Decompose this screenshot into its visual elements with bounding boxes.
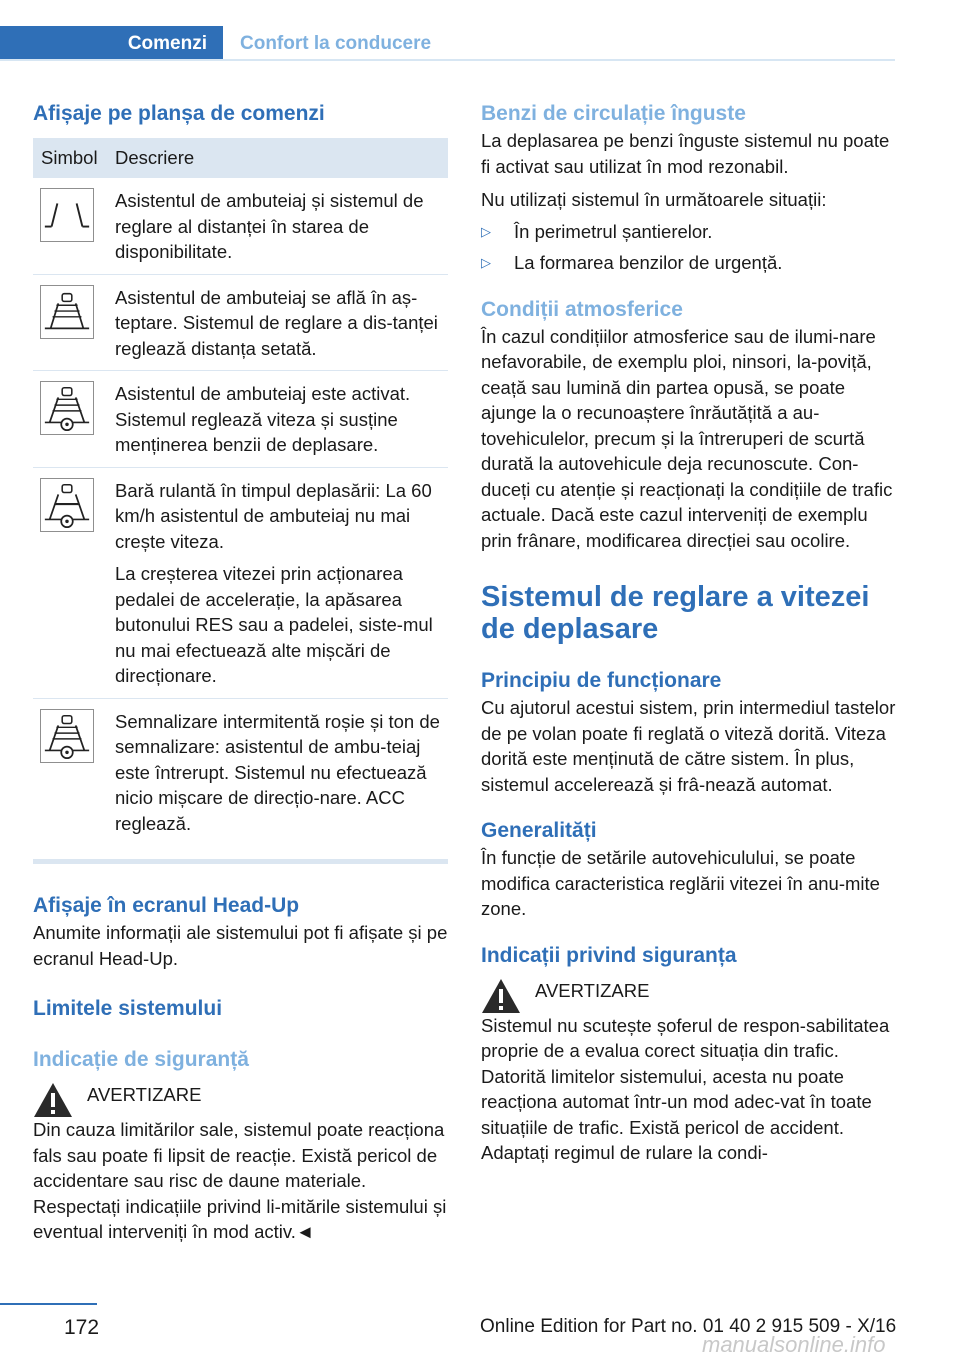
- table-row: [33, 371, 448, 468]
- general-text: În funcție de setările autovehiculului, se poate modifica caracteristica reglării vitezei în anu-mite zone.: [481, 847, 880, 919]
- warning-triangle-icon: [33, 1082, 73, 1118]
- tab-comenzi[interactable]: Comenzi: [0, 26, 223, 61]
- row-description: La creșterea vitezei prin acționarea pedalei de accelerație, la apăsarea butonului RES sau a padelei, siste-mul nu mai efectuează alte mișcări de direcționare.: [115, 563, 433, 686]
- lane-lines-icon: [40, 188, 94, 242]
- list-item: ▷ În perimetrul șantierelor.: [481, 219, 896, 245]
- row-description: Bară rulantă în timpul deplasării: La 60 km/h asistentul de ambuteiaj nu mai crește viteza.: [115, 479, 432, 552]
- list-item: ▷ La formarea benzilor de urgență.: [481, 250, 896, 276]
- principle-text: Cu ajutorul acestui sistem, prin intermediul tastelor de pe volan poate fi reglată o viteză dorită. Viteza dorită este menținută de către sistem. În plus, sistemul accelerează și frâ-nează automat.: [481, 697, 896, 795]
- header-divider: [0, 59, 895, 61]
- row-description: Semnalizare intermitentă roșie și ton de semnalizare: asistentul de ambu-teiaj este întrerupt. Sistemul nu efectuează nicio mișcare de direcțio-nare. ACC reglează.: [115, 710, 440, 834]
- warning-triangle-icon: [481, 978, 521, 1014]
- warning-label: AVERTIZARE: [535, 979, 650, 1001]
- section-title-safety: Indicație de siguranță: [33, 1048, 249, 1071]
- edition-text: Online Edition for Part no. 01 40 2 915 509 - X/16: [480, 1316, 897, 1337]
- triangle-bullet-icon: ▷: [481, 223, 491, 239]
- warning-block: [33, 1082, 448, 1245]
- right-column: [481, 100, 896, 1166]
- narrow-lanes-situations: Nu utilizați sistemul în următoarele situații:: [481, 189, 827, 210]
- narrow-lanes-text: La deplasarea pe benzi înguste sistemul nu poate fi activat sau utilizat în mod rezonabil.: [481, 130, 890, 177]
- section-title-general: Generalități: [481, 819, 597, 842]
- left-column: [33, 100, 448, 1245]
- steering-active-icon: [40, 381, 94, 435]
- section-title-dashboard-displays: Afișaje pe planșa de comenzi: [33, 102, 325, 125]
- symbol-table: [33, 138, 448, 864]
- weather-text: În cazul condițiilor atmosferice sau de ilumi-nare nefavorabile, de exemplu ploi, ninsori, la-poviță, ceață sau lumină din partea opusă, se poate ajunge la o recunoaștere înrăutățită a au-tovehiculelor, precum și la întreruperi de scurtă durată la autovehicule deja recunoscute. Con-duceți cu atenție și reacționați la condițiile de trafic actuale. Dacă este cazul interveniți de exemplu prin frânare, modificarea direcției sau ocolire.: [481, 325, 893, 551]
- section-title-principle: Principiu de funcționare: [481, 669, 722, 692]
- section-title-headup: Afișaje în ecranul Head-Up: [33, 894, 300, 917]
- row-description: Asistentul de ambuteiaj se află în aș-teptare. Sistemul de reglare a dis-tanței reglează distanța setată.: [115, 286, 438, 359]
- steering-bar-icon: [40, 478, 94, 532]
- table-row: [33, 468, 448, 699]
- table-row: [33, 699, 448, 846]
- watermark: manualsonline.info: [702, 1332, 886, 1357]
- triangle-bullet-icon: ▷: [481, 255, 491, 270]
- column-header-symbol: Simbol: [41, 147, 98, 168]
- table-end-rule: [33, 859, 448, 864]
- section-title-narrow-lanes: Benzi de circulație înguste: [481, 102, 746, 125]
- table-header: [33, 138, 448, 178]
- table-row: [33, 178, 448, 275]
- section-title-weather: Condiții atmosferice: [481, 297, 683, 321]
- vehicle-lanes-icon: [40, 285, 94, 339]
- footer-rule: [0, 1303, 97, 1305]
- row-description: Asistentul de ambuteiaj este activat. Sistemul reglează viteza și susține menținerea benzii de deplasare.: [115, 383, 411, 455]
- steering-alert-icon: [40, 709, 94, 763]
- section-title-limits: Limitele sistemului: [33, 997, 223, 1020]
- warning-text: Din cauza limitărilor sale, sistemul poate reacționa fals sau poate fi lipsit de reacție. Există pericol de accidentare sau risc de daune materiale. Respectați indicațiile privind li-mitările sistemului și eventual interveniți în mod activ.◄: [33, 1119, 447, 1242]
- row-description: Asistentul de ambuteiaj și sistemul de reglare al distanței în starea de disponibilitate.: [115, 190, 424, 262]
- page-number: 172: [64, 1316, 100, 1339]
- table-row: [33, 275, 448, 372]
- section-title-safety-notes: Indicații privind siguranța: [481, 943, 737, 967]
- warning-text: Sistemul nu scutește șoferul de respon-sabilitatea proprie de a evalua corect situația din trafic. Datorită limitelor sistemului, acesta nu poate reacționa automat într-un mod adec-vat în toate situațiile de trafic. Există pericol de accident. Adaptați regimul de rulare la condi-: [481, 1014, 890, 1163]
- warning-label: AVERTIZARE: [87, 1084, 202, 1105]
- chapter-title-cruise-control: Sistemul de reglare a vitezei de deplasare: [481, 581, 870, 645]
- column-header-description: Descriere: [115, 147, 195, 168]
- top-bar: [0, 0, 960, 62]
- tab-confort-la-conducere[interactable]: Confort la conducere: [240, 33, 432, 54]
- warning-block: [481, 978, 896, 1166]
- situations-list: [481, 219, 896, 276]
- headup-text: Anumite informații ale sistemului pot fi afișate și pe ecranul Head-Up.: [33, 922, 448, 969]
